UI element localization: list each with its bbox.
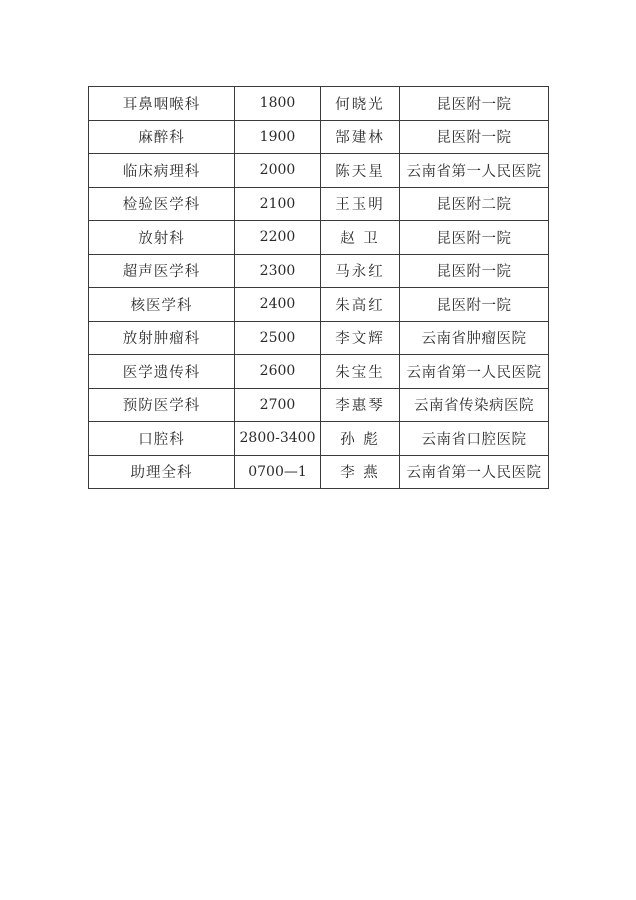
code-cell: 2800-3400 <box>235 422 321 456</box>
table-row <box>89 221 549 255</box>
code-cell: 2300 <box>235 254 321 288</box>
department-cell: 临床病理科 <box>89 154 235 188</box>
leader-name-cell: 陈天星 <box>321 154 400 188</box>
leader-name-cell: 赵 卫 <box>321 221 400 255</box>
code-cell: 2600 <box>235 355 321 389</box>
table-row <box>89 288 549 322</box>
department-cell: 预防医学科 <box>89 388 235 422</box>
leader-name-cell: 马永红 <box>321 254 400 288</box>
table-row <box>89 355 549 389</box>
code-cell: 2100 <box>235 187 321 221</box>
table-row <box>89 120 549 154</box>
hospital-cell: 云南省第一人民医院 <box>400 355 549 389</box>
hospital-cell: 云南省第一人民医院 <box>400 455 549 489</box>
roster-table-body <box>89 87 549 489</box>
code-cell: 2200 <box>235 221 321 255</box>
hospital-cell: 昆医附一院 <box>400 288 549 322</box>
code-cell: 1900 <box>235 120 321 154</box>
hospital-cell: 云南省肿瘤医院 <box>400 321 549 355</box>
hospital-cell: 云南省传染病医院 <box>400 388 549 422</box>
code-cell: 2700 <box>235 388 321 422</box>
hospital-cell: 昆医附一院 <box>400 120 549 154</box>
department-cell: 耳鼻咽喉科 <box>89 87 235 121</box>
specialty-roster-table <box>88 86 549 489</box>
leader-name-cell: 朱高红 <box>321 288 400 322</box>
department-cell: 口腔科 <box>89 422 235 456</box>
table-row <box>89 254 549 288</box>
table-row <box>89 422 549 456</box>
hospital-cell: 云南省口腔医院 <box>400 422 549 456</box>
department-cell: 核医学科 <box>89 288 235 322</box>
code-cell: 1800 <box>235 87 321 121</box>
department-cell: 超声医学科 <box>89 254 235 288</box>
department-cell: 助理全科 <box>89 455 235 489</box>
leader-name-cell: 郜建林 <box>321 120 400 154</box>
code-cell: 0700—1 <box>235 455 321 489</box>
code-cell: 2400 <box>235 288 321 322</box>
table-row <box>89 187 549 221</box>
hospital-cell: 云南省第一人民医院 <box>400 154 549 188</box>
leader-name-cell: 何晓光 <box>321 87 400 121</box>
department-cell: 放射肿瘤科 <box>89 321 235 355</box>
hospital-cell: 昆医附一院 <box>400 221 549 255</box>
department-cell: 麻醉科 <box>89 120 235 154</box>
code-cell: 2500 <box>235 321 321 355</box>
department-cell: 医学遗传科 <box>89 355 235 389</box>
code-cell: 2000 <box>235 154 321 188</box>
hospital-cell: 昆医附一院 <box>400 87 549 121</box>
leader-name-cell: 朱宝生 <box>321 355 400 389</box>
table-row <box>89 87 549 121</box>
department-cell: 检验医学科 <box>89 187 235 221</box>
leader-name-cell: 李文辉 <box>321 321 400 355</box>
leader-name-cell: 李惠琴 <box>321 388 400 422</box>
table-row <box>89 388 549 422</box>
leader-name-cell: 孙 彪 <box>321 422 400 456</box>
hospital-cell: 昆医附二院 <box>400 187 549 221</box>
table-row <box>89 154 549 188</box>
leader-name-cell: 李 燕 <box>321 455 400 489</box>
department-cell: 放射科 <box>89 221 235 255</box>
table-row <box>89 455 549 489</box>
leader-name-cell: 王玉明 <box>321 187 400 221</box>
hospital-cell: 昆医附一院 <box>400 254 549 288</box>
table-row <box>89 321 549 355</box>
